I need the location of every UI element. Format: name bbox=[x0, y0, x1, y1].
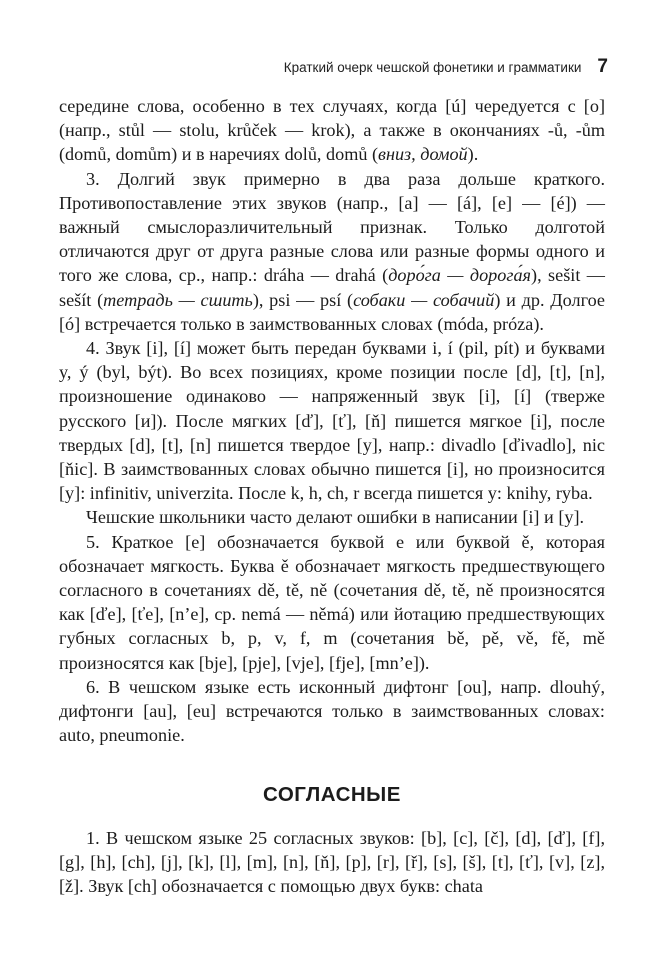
running-header-title: Краткий очерк чешской фонетики и грамматики bbox=[283, 60, 582, 75]
page-number: 7 bbox=[597, 56, 608, 77]
section-paragraph: 1. В чешском языке 25 согласных звуков: [b], [c], [č], [d], [ď], [f], [g], [h], [ch], [j], [k], [l], [m], [n], [ň], [p], [r], [ř], [s], [š], [t], [ť], [v], [z], [ž]. Звук [ch] обозначается с помощью двух букв: chata bbox=[59, 827, 605, 897]
paragraph bbox=[59, 336, 605, 505]
paragraph bbox=[59, 675, 605, 748]
section-heading: СОГЛАСНЫЕ bbox=[263, 783, 401, 807]
text-run: ) и др. Долгое [ó] встречается только в заимствованных словах (móda, próza). bbox=[59, 289, 605, 334]
paragraph bbox=[59, 505, 605, 529]
text-run: 5. Краткое [e] обозначается буквой e или буквой ě, которая обозначает мягкость. Буква ě обозначает мягкость предшествующего согласного в сочетаниях dě, tě, ně (сочетания dě, tě, ně произносятся как [ďe], [ťe], [n’e], ср. nemá — němá) или йотацию предшествующих губных согласных b, p, v, f, m (сочетания bě, pě, vě, fě, mě произносятся как [bje], [pje], [vje], [fje], [mn’e]). bbox=[59, 531, 605, 673]
running-header bbox=[284, 56, 608, 78]
text-run: ). bbox=[467, 144, 479, 165]
paragraph bbox=[59, 94, 605, 167]
text-run: 4. Звук [i], [í] может быть передан буквами i, í (pil, pít) и буквами y, ý (byl, být). Во всех позициях, кроме позиции после [d], [t], [n], произношение одинаково — напряженный звук [i], [í] (тверже русского [и]). После мягких [ď], [ť], [ň] пишется мягкое [i], после твердых [d], [t], [n] пишется твердое [y], напр.: divadlo [ďivadlo], nic [ňic]. В заимствованных словах обычно пишется [i], но произносится [y]: infinitiv, univerzita. После k, h, ch, r всегда пишется y: knihy, ryba. bbox=[59, 338, 605, 504]
text-run: ), psi — psí ( bbox=[252, 289, 354, 310]
text-run: середине слова, особенно в тех случаях, когда [ú] чередуется с [o] (напр., stůl — stolu, krůček — krok), а также в окончаниях -ů, -ům (domů, domům) и в наречиях dolů, domů ( bbox=[59, 96, 605, 165]
italic-gloss: собаки — собачий bbox=[353, 289, 495, 310]
paragraph bbox=[59, 167, 605, 336]
text-run: 3. Долгий звук примерно в два раза дольше краткого. Противопоставление этих звуков (напр., [a] — [á], [e] — [é]) — важный смыслоразличительный признак. Только долготой отличаются друг от друга разные слова или разные формы одного и того же слова, ср., напр.: dráha — drahá ( bbox=[59, 168, 605, 286]
text-run: Чешские школьники часто делают ошибки в написании [i] и [y]. bbox=[86, 507, 585, 528]
paragraph bbox=[59, 530, 605, 675]
text-run: 6. В чешском языке есть исконный дифтонг [ou], напр. dlouhý, дифтонги [au], [eu] встречаются только в заимствованных словах: auto, pneumonie. bbox=[59, 676, 605, 746]
paragraph-list bbox=[59, 94, 605, 747]
body-text bbox=[59, 94, 605, 898]
italic-gloss: тетрадь — сшить bbox=[103, 289, 253, 310]
text-run: ), sešit — sešít ( bbox=[59, 265, 605, 310]
italic-gloss: доро́га — дорога́я bbox=[388, 265, 532, 286]
italic-gloss: вниз, домой bbox=[378, 144, 468, 165]
